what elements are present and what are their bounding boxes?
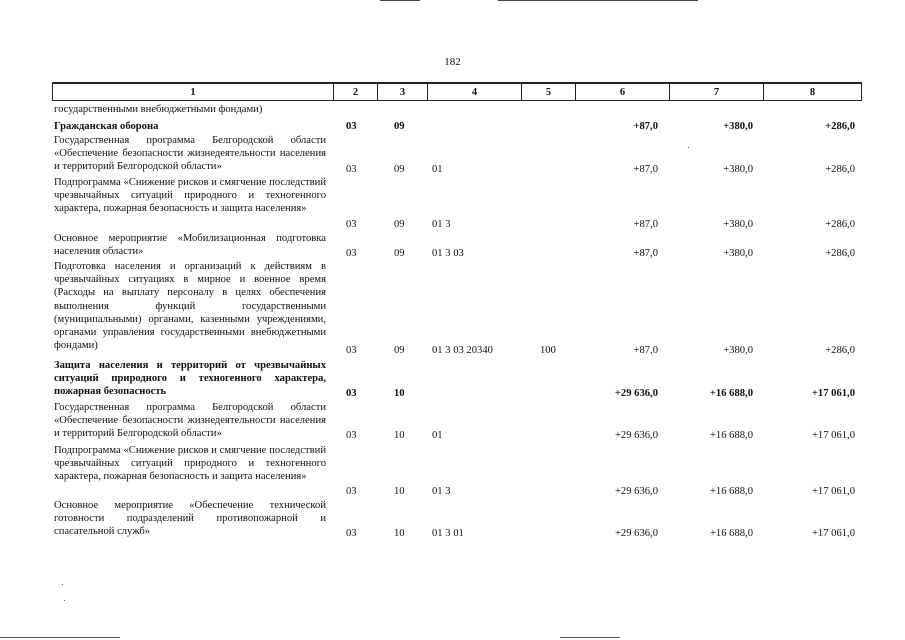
- section-code: 03: [346, 486, 357, 497]
- scan-speck: [62, 584, 63, 585]
- amount-col-8: +17 061,0: [811, 388, 855, 399]
- header-col-1: 1: [190, 87, 196, 98]
- scan-top-line-right: [498, 0, 698, 1]
- amount-col-7: +380,0: [723, 345, 753, 356]
- scan-top-line-left: [380, 0, 420, 1]
- target-code: 01 3: [432, 219, 451, 230]
- row-description: Гражданская оборона: [54, 121, 159, 132]
- target-code: 01 3 03 20340: [432, 345, 493, 356]
- section-code: 03: [346, 248, 357, 259]
- amount-col-7: +380,0: [723, 248, 753, 259]
- amount-col-8: +17 061,0: [811, 528, 855, 539]
- amount-col-7: +16 688,0: [709, 486, 753, 497]
- amount-col-6: +87,0: [633, 121, 658, 132]
- header-col-7: 7: [669, 84, 763, 101]
- header-col-5: 5: [521, 84, 575, 101]
- row-description: Государственная программа Белгородской области «Обеспечение безопасности жизнедеятельности населения и территорий Белгородской области»: [54, 135, 326, 173]
- amount-col-6: +87,0: [633, 248, 658, 259]
- expense-type-code: 100: [540, 345, 556, 356]
- amount-col-6: +29 636,0: [614, 430, 658, 441]
- page-number: 182: [444, 56, 461, 68]
- row-description: Основное мероприятие «Обеспечение технической готовности подразделений противопожарной и спасательной служб»: [54, 500, 326, 538]
- target-code: 01 3: [432, 486, 451, 497]
- amount-col-8: +17 061,0: [811, 430, 855, 441]
- subsection-code: 09: [394, 248, 405, 259]
- amount-col-8: +286,0: [825, 345, 855, 356]
- amount-col-6: +29 636,0: [614, 388, 658, 399]
- section-code: 03: [346, 219, 357, 230]
- section-code: 03: [346, 345, 357, 356]
- amount-col-7: +380,0: [723, 164, 753, 175]
- amount-col-7: +16 688,0: [709, 430, 753, 441]
- amount-col-6: +87,0: [633, 219, 658, 230]
- scan-bottom-line-right: [560, 637, 620, 638]
- row-description: Подпрограмма «Снижение рисков и смягчение последствий чрезвычайных ситуаций природного и техногенного характера, пожарная безопасность и защита населения»: [54, 445, 326, 483]
- row-description: Государственная программа Белгородской области «Обеспечение безопасности жизнедеятельности населения и территорий Белгородской области»: [54, 402, 326, 440]
- amount-col-8: +286,0: [825, 164, 855, 175]
- amount-col-8: +286,0: [825, 219, 855, 230]
- subsection-code: 09: [394, 121, 405, 132]
- section-code: 03: [346, 528, 357, 539]
- scan-speck: [688, 147, 689, 148]
- amount-col-6: +87,0: [633, 164, 658, 175]
- header-col-3: 3: [377, 84, 427, 101]
- amount-col-8: +17 061,0: [811, 486, 855, 497]
- row-description: Подпрограмма «Снижение рисков и смягчение последствий чрезвычайных ситуаций природного и техногенного характера, пожарная безопасность и защита населения»: [54, 177, 326, 215]
- section-code: 03: [346, 388, 357, 399]
- scan-speck: [64, 600, 65, 601]
- target-code: 01 3 03: [432, 248, 464, 259]
- amount-col-6: +29 636,0: [614, 528, 658, 539]
- section-code: 03: [346, 164, 357, 175]
- section-code: 03: [346, 121, 357, 132]
- amount-col-7: +16 688,0: [709, 388, 753, 399]
- section-code: 03: [346, 430, 357, 441]
- header-col-6: 6: [575, 84, 669, 101]
- header-col-2: 2: [333, 84, 377, 101]
- amount-col-7: +380,0: [723, 219, 753, 230]
- amount-col-7: +16 688,0: [709, 528, 753, 539]
- subsection-code: 10: [394, 528, 405, 539]
- subsection-code: 10: [394, 430, 405, 441]
- header-col-4: 4: [427, 84, 521, 101]
- subsection-code: 10: [394, 486, 405, 497]
- amount-col-8: +286,0: [825, 248, 855, 259]
- header-col-8: 8: [763, 84, 861, 101]
- row-description: Основное мероприятие «Мобилизационная подготовка населения области»: [54, 233, 326, 258]
- target-code: 01: [432, 430, 443, 441]
- subsection-code: 09: [394, 345, 405, 356]
- row-description: Подготовка населения и организаций к действиям в чрезвычайных ситуациях в мирное и военное время (Расходы на выплату персоналу в целях обеспечения выполнения функций государственными (муниципальными) органами, казенными учреждениями, органами управления государственными внебюджетными фондами): [54, 261, 326, 352]
- scan-bottom-line-left: [0, 637, 120, 638]
- target-code: 01: [432, 164, 443, 175]
- target-code: 01 3 01: [432, 528, 464, 539]
- amount-col-6: +29 636,0: [614, 486, 658, 497]
- amount-col-6: +87,0: [633, 345, 658, 356]
- subsection-code: 09: [394, 219, 405, 230]
- row-description: государственными внебюджетными фондами): [54, 104, 263, 115]
- amount-col-8: +286,0: [825, 121, 855, 132]
- subsection-code: 09: [394, 164, 405, 175]
- row-description: Защита населения и территорий от чрезвычайных ситуаций природного и техногенного характера, пожарная безопасность: [54, 360, 326, 398]
- subsection-code: 10: [394, 388, 405, 399]
- table-header: [52, 82, 862, 101]
- amount-col-7: +380,0: [723, 121, 753, 132]
